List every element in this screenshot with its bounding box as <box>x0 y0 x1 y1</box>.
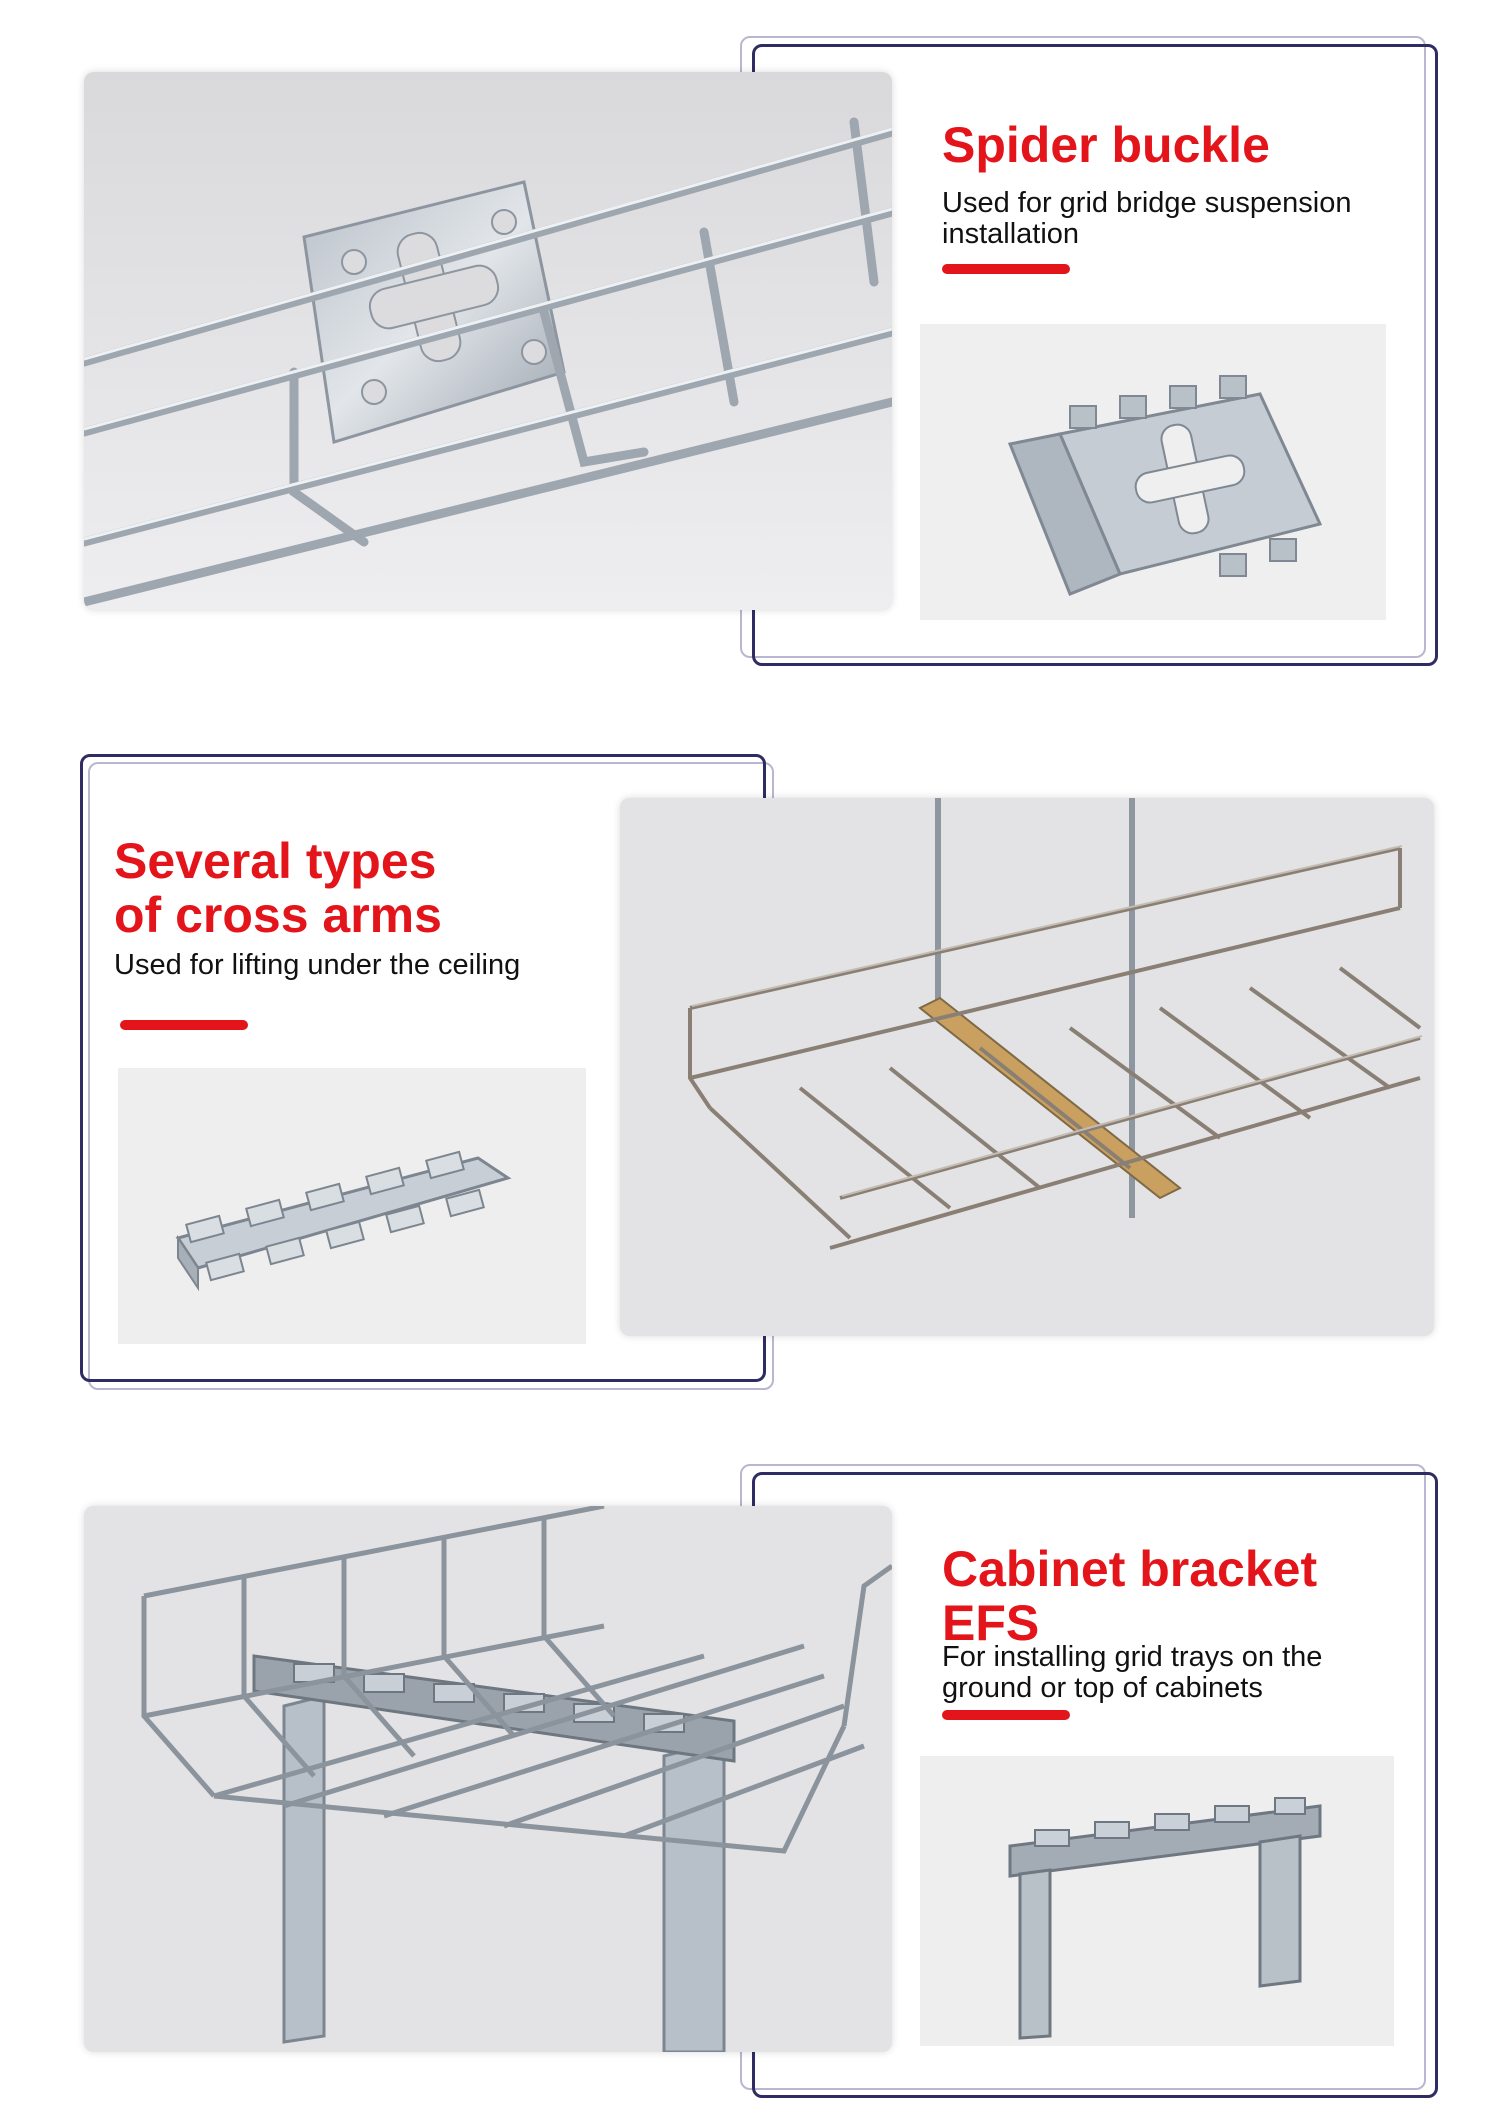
section-3-detail-photo <box>920 1756 1394 2046</box>
wire-tray-on-cabinet-brackets-image <box>84 1506 892 2052</box>
cabinet-bracket-part-image <box>920 1756 1394 2046</box>
section-2-title-line-1: Several types <box>114 833 437 889</box>
section-3-main-photo <box>84 1506 892 2052</box>
section-3-title-line-1: Cabinet bracket <box>942 1541 1318 1597</box>
section-1-main-photo <box>84 72 892 610</box>
cross-arm-part-image <box>118 1068 586 1344</box>
section-2-accent-bar <box>120 1020 248 1030</box>
section-1-accent-bar <box>942 264 1070 274</box>
suspended-wire-tray-with-cross-arm-image <box>620 798 1434 1336</box>
section-3-title-line-2: EFS <box>942 1595 1040 1651</box>
section-3-description-line-2: ground or top of cabinets <box>942 1672 1263 1704</box>
section-2-main-photo <box>620 798 1434 1336</box>
section-1-detail-photo <box>920 324 1386 620</box>
section-3-description-line-1: For installing grid trays on the <box>942 1641 1323 1673</box>
wire-tray-with-spider-buckle-image <box>84 72 892 610</box>
section-2-description: Used for lifting under the ceiling <box>114 949 521 981</box>
section-3-accent-bar <box>942 1710 1070 1720</box>
section-2-detail-photo <box>118 1068 586 1344</box>
section-1-title: Spider buckle <box>942 117 1270 173</box>
spider-buckle-part-image <box>920 324 1386 620</box>
section-2-title-line-2: of cross arms <box>114 887 442 943</box>
section-1-description: Used for grid bridge suspension installation <box>942 187 1352 250</box>
